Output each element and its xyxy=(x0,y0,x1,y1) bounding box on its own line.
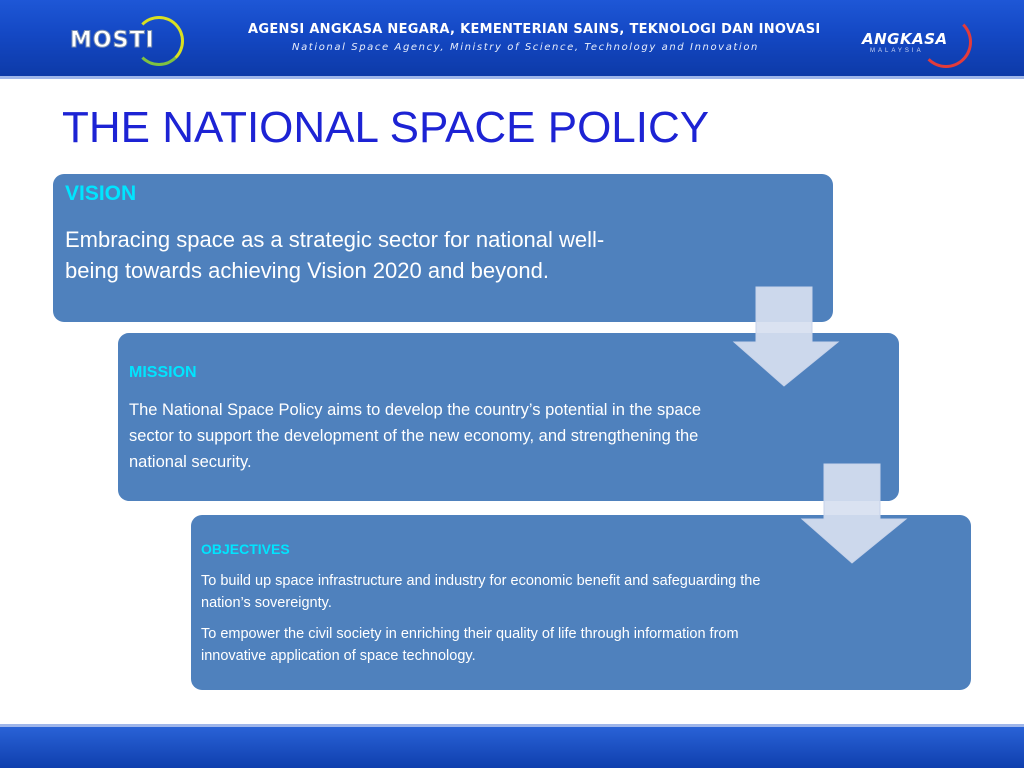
header-divider xyxy=(0,76,1024,79)
objectives-heading: OBJECTIVES xyxy=(201,541,290,557)
down-arrow-icon xyxy=(732,286,840,388)
header-subtitle: National Space Agency, Ministry of Science, Technology and Innovation xyxy=(292,42,759,53)
vision-box xyxy=(53,174,833,322)
vision-text: Embracing space as a strategic sector for national well-being towards achieving Vision 2020 and beyond. xyxy=(65,227,605,283)
objective-item: To build up space infrastructure and industry for economic benefit and safeguarding the nation’s sovereignty. xyxy=(201,573,761,611)
mission-text: The National Space Policy aims to develop the country’s potential in the space sector to support the development of the new economy, and strengthening the national security. xyxy=(129,401,702,471)
down-arrow-icon xyxy=(800,463,908,565)
angkasa-logo-subtext: MALAYSIA xyxy=(870,48,924,54)
header-bar xyxy=(0,0,1024,76)
angkasa-logo xyxy=(856,14,980,64)
mosti-logo xyxy=(66,14,182,64)
header-title: AGENSI ANGKASA NEGARA, KEMENTERIAN SAINS, TEKNOLOGI DAN INOVASI xyxy=(248,22,821,37)
slide-title: THE NATIONAL SPACE POLICY xyxy=(62,103,710,152)
objective-item: To empower the civil society in enriching their quality of life through information from innovative application of space technology. xyxy=(201,626,739,664)
mosti-logo-text: MOSTI xyxy=(70,28,155,53)
angkasa-logo-text: ANGKASA xyxy=(862,30,948,48)
mission-heading: MISSION xyxy=(129,364,197,381)
footer-bar xyxy=(0,718,1024,768)
vision-heading: VISION xyxy=(65,182,137,205)
